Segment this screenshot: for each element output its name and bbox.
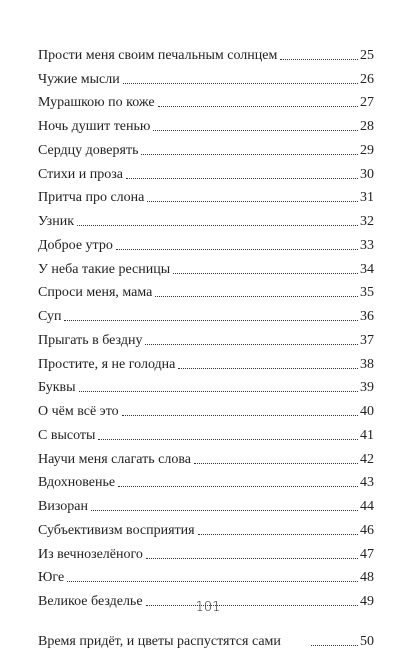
toc-entry-page: 46 bbox=[360, 522, 374, 538]
toc-entry-page: 42 bbox=[360, 451, 374, 467]
toc-entry bbox=[38, 563, 374, 587]
toc-dot-leader bbox=[64, 320, 358, 321]
toc-entry-title: Ночь душит тенью bbox=[38, 119, 151, 134]
toc-entry-page: 27 bbox=[360, 95, 374, 111]
toc-entry-page: 43 bbox=[360, 475, 374, 491]
toc-dot-leader bbox=[194, 463, 358, 464]
toc-entry bbox=[38, 111, 374, 135]
toc-dot-leader bbox=[145, 344, 358, 345]
toc-entry bbox=[38, 539, 374, 563]
toc-entry-page: 29 bbox=[360, 142, 374, 158]
toc-entry-page: 50 bbox=[360, 634, 374, 649]
toc-entry bbox=[38, 396, 374, 420]
toc-entry bbox=[38, 468, 374, 492]
toc-entry-page: 49 bbox=[360, 594, 374, 609]
toc-dot-leader bbox=[311, 645, 358, 646]
toc-entry-page: 33 bbox=[360, 237, 374, 253]
toc-dot-leader bbox=[118, 486, 358, 487]
toc-entry-title: Сердцу доверять bbox=[38, 142, 139, 158]
toc-entry-title: Прости меня своим печальным солнцем bbox=[38, 47, 278, 63]
page-number: 101 bbox=[195, 600, 221, 615]
toc-dot-leader bbox=[141, 154, 358, 155]
toc-entry-page: 31 bbox=[360, 190, 374, 206]
toc-entry-page: 32 bbox=[360, 214, 374, 229]
toc-entry-title: Мурашкою по коже bbox=[38, 95, 155, 111]
toc-entry-title: О чём всё это bbox=[38, 404, 119, 419]
toc-entry-title: Из вечнозелёного bbox=[38, 546, 143, 562]
toc-dot-leader bbox=[178, 368, 358, 369]
toc-entry-page: 41 bbox=[360, 427, 374, 443]
toc-entry-title: У неба такие ресницы bbox=[38, 261, 171, 277]
toc-entry-page: 37 bbox=[360, 332, 374, 348]
toc-entry bbox=[38, 159, 374, 183]
toc-entry-page: 28 bbox=[360, 119, 374, 134]
table-of-contents bbox=[38, 40, 374, 650]
toc-entry-title: Время придёт, и цветы распустятся сами bbox=[38, 634, 281, 649]
toc-dot-leader bbox=[146, 558, 358, 559]
toc-dot-leader bbox=[155, 296, 358, 297]
toc-entry bbox=[38, 325, 374, 349]
toc-entry bbox=[38, 373, 374, 397]
toc-entry-title: Субъективизм восприятия bbox=[38, 522, 195, 538]
toc-entry bbox=[38, 278, 374, 302]
toc-entry bbox=[38, 183, 374, 207]
toc-entry-title: С высоты bbox=[38, 427, 96, 443]
toc-entry-title: Прыгать в бездну bbox=[38, 332, 143, 348]
toc-dot-leader bbox=[77, 225, 358, 226]
toc-entry-title: Визоран bbox=[38, 499, 88, 514]
toc-entry bbox=[38, 230, 374, 254]
toc-entry bbox=[38, 40, 374, 64]
toc-entry bbox=[38, 491, 374, 515]
toc-entry-page: 48 bbox=[360, 570, 374, 586]
toc-entry bbox=[38, 420, 374, 444]
toc-dot-leader bbox=[116, 249, 358, 250]
toc-entry-title: Юге bbox=[38, 570, 65, 586]
toc-entry-title: Великое безделье bbox=[38, 594, 143, 609]
toc-dot-leader bbox=[280, 59, 358, 60]
toc-entry-page: 38 bbox=[360, 356, 374, 372]
toc-entry-title: Суп bbox=[38, 309, 62, 324]
toc-entry bbox=[38, 206, 374, 230]
toc-entry-title: Доброе утро bbox=[38, 237, 113, 253]
toc-entry-title: Вдохновенье bbox=[38, 475, 116, 491]
toc-dot-leader bbox=[173, 273, 358, 274]
toc-entry bbox=[38, 64, 374, 88]
toc-dot-leader bbox=[158, 106, 358, 107]
toc-entry bbox=[38, 301, 374, 325]
toc-entry-title: Простите, я не голодна bbox=[38, 356, 176, 372]
toc-entry-page: 25 bbox=[360, 47, 374, 63]
toc-dot-leader bbox=[67, 581, 358, 582]
toc-dot-leader bbox=[122, 415, 358, 416]
toc-dot-leader bbox=[91, 510, 358, 511]
toc-entry-page: 30 bbox=[360, 166, 374, 182]
toc-entry bbox=[38, 515, 374, 539]
toc-entry-page: 40 bbox=[360, 404, 374, 419]
toc-entry-title: Стихи и проза bbox=[38, 166, 123, 182]
toc-dot-leader bbox=[147, 201, 358, 202]
toc-dot-leader bbox=[126, 178, 358, 179]
toc-entry bbox=[38, 88, 374, 112]
toc-entry-title: Спроси меня, мама bbox=[38, 285, 153, 301]
toc-entry-title: Притча про слона bbox=[38, 190, 145, 206]
toc-entry bbox=[38, 610, 374, 650]
toc-entry-page: 26 bbox=[360, 71, 374, 87]
toc-entry-page: 44 bbox=[360, 499, 374, 514]
toc-entry-title: Буквы bbox=[38, 380, 76, 396]
toc-entry-page: 47 bbox=[360, 546, 374, 562]
toc-entry-page: 36 bbox=[360, 309, 374, 324]
toc-entry-title: Научи меня слагать слова bbox=[38, 451, 192, 467]
toc-entry-page: 35 bbox=[360, 285, 374, 301]
toc-dot-leader bbox=[198, 534, 358, 535]
toc-entry bbox=[38, 444, 374, 468]
toc-dot-leader bbox=[98, 439, 358, 440]
toc-dot-leader bbox=[123, 83, 358, 84]
toc-dot-leader bbox=[79, 391, 358, 392]
toc-entry-title: Узник bbox=[38, 214, 74, 229]
toc-entry-page: 39 bbox=[360, 380, 374, 396]
toc-entry-page: 34 bbox=[360, 261, 374, 277]
toc-entry bbox=[38, 135, 374, 159]
toc-dot-leader bbox=[153, 130, 358, 131]
toc-entry bbox=[38, 349, 374, 373]
toc-entry bbox=[38, 254, 374, 278]
toc-entry-title: Чужие мысли bbox=[38, 71, 120, 87]
